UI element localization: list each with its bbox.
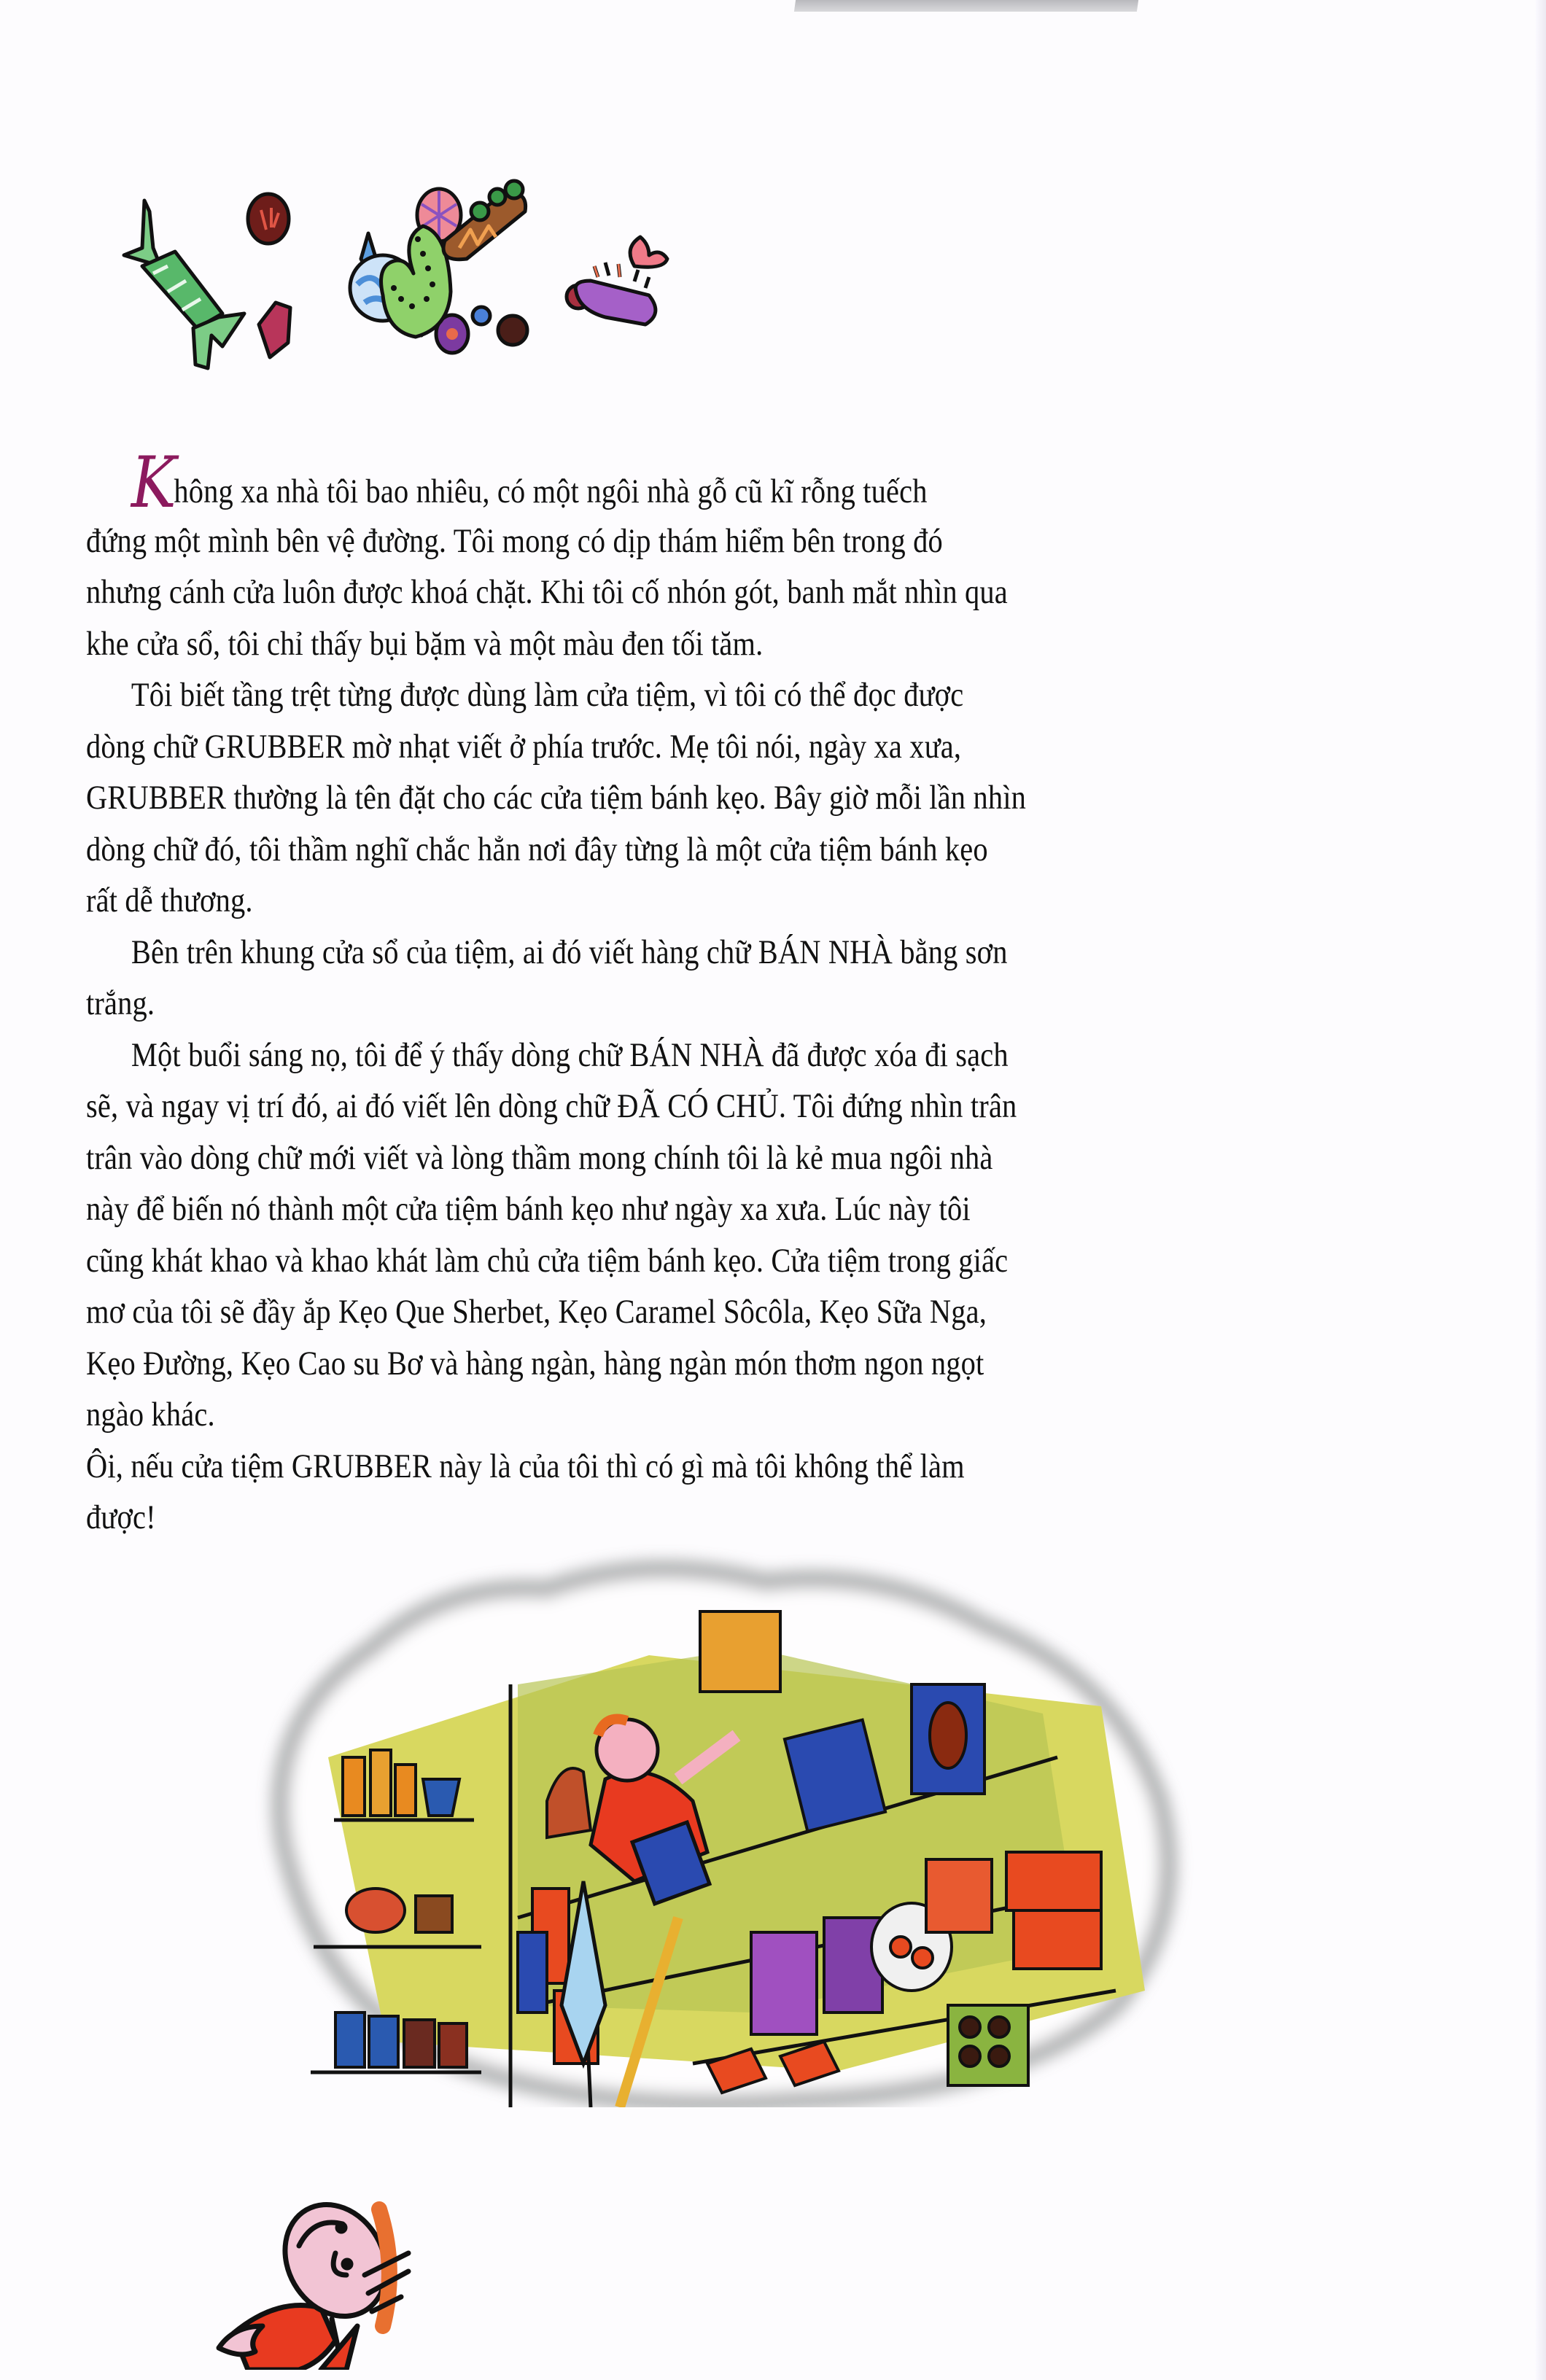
text-line: Ôi, nếu cửa tiệm GRUBBER này là của tôi thì có gì mà tôi không thể làm	[86, 1447, 965, 1485]
text-line: trân vào dòng chữ mới viết và lòng thầm mong chính tôi là kẻ mua ngôi nhà	[86, 1138, 993, 1177]
text-line: dòng chữ GRUBBER mờ nhạt viết ở phía trước. Mẹ tôi nói, ngày xa xưa,	[86, 727, 962, 766]
text-line: ngào khác.	[86, 1396, 215, 1434]
blue-dot-candy-icon	[473, 307, 490, 324]
green-heart-candy-icon	[381, 226, 451, 337]
page-edge	[1536, 0, 1546, 2380]
text-line: Không xa nhà tôi bao nhiêu, có một ngôi nhà gỗ cũ kĩ rỗng tuếch	[131, 442, 928, 524]
brown-round-candy-icon	[498, 316, 527, 345]
paragraph-2	[86, 669, 1215, 927]
red-gumdrop-icon	[259, 303, 290, 357]
text-line: Kẹo Đường, Kẹo Cao su Bơ và hàng ngàn, hàng ngàn món thơm ngon ngọt	[86, 1344, 984, 1382]
text-line: Tôi biết tầng trệt từng được dùng làm cửa tiệm, vì tôi có thể đọc được	[131, 676, 964, 714]
text-line: cũng khát khao và khao khát làm chủ cửa tiệm bánh kẹo. Cửa tiệm trong giấc	[86, 1241, 1009, 1280]
text-line: trắng.	[86, 984, 155, 1022]
text-line: Một buổi sáng nọ, tôi để ý thấy dòng chữ BÁN NHÀ đã được xóa đi sạch	[131, 1035, 1009, 1074]
story-text	[86, 442, 1215, 1544]
candies-illustration	[109, 146, 1386, 386]
paragraph-1	[86, 442, 1215, 669]
paragraph-3	[86, 927, 1215, 1030]
scan-edge-shadow	[794, 0, 1138, 12]
text-line: sẽ, và ngay vị trí đó, ai đó viết lên dòng chữ ĐÃ CÓ CHỦ. Tôi đứng nhìn trân	[86, 1087, 1017, 1125]
purple-spiky-candy-icon	[575, 262, 656, 324]
dropcap-letter: K	[131, 442, 176, 524]
text-line: nhưng cánh cửa luôn được khoá chặt. Khi tôi cố nhón gót, banh mắt nhìn qua	[86, 573, 1008, 611]
text-line: rất dễ thương.	[86, 882, 253, 919]
text-line: được!	[86, 1498, 156, 1536]
text-line: dòng chữ đó, tôi thầm nghĩ chắc hẳn nơi đây từng là một cửa tiệm bánh kẹo	[86, 830, 988, 868]
child-thinking-illustration	[190, 2151, 496, 2370]
paragraph-5	[86, 1441, 1215, 1544]
text-line: Bên trên khung cửa sổ của tiệm, ai đó viết hàng chữ BÁN NHÀ bằng sơn	[131, 933, 1008, 971]
paragraph-4	[86, 1030, 1215, 1441]
text-line: khe cửa sổ, tôi chỉ thấy bụi bặm và một màu đen tối tăm.	[86, 624, 764, 663]
candy-shop-dream-illustration	[241, 1539, 1211, 2107]
text-line: GRUBBER thường là tên đặt cho các cửa tiệm bánh kẹo. Bây giờ mỗi lần nhìn	[86, 779, 1027, 817]
pink-heart-candy-icon	[630, 237, 667, 267]
chocolate-bonbon-icon	[248, 194, 289, 244]
text-line: mơ của tôi sẽ đầy ắp Kẹo Que Sherbet, Kẹo Caramel Sôcôla, Kẹo Sữa Nga,	[86, 1293, 987, 1331]
text-line: này để biến nó thành một cửa tiệm bánh kẹo như ngày xa xưa. Lúc này tôi	[86, 1190, 971, 1228]
green-wrapped-candy-icon	[124, 201, 244, 368]
text-line: đứng một mình bên vệ đường. Tôi mong có dịp thám hiểm bên trong đó	[86, 521, 943, 560]
